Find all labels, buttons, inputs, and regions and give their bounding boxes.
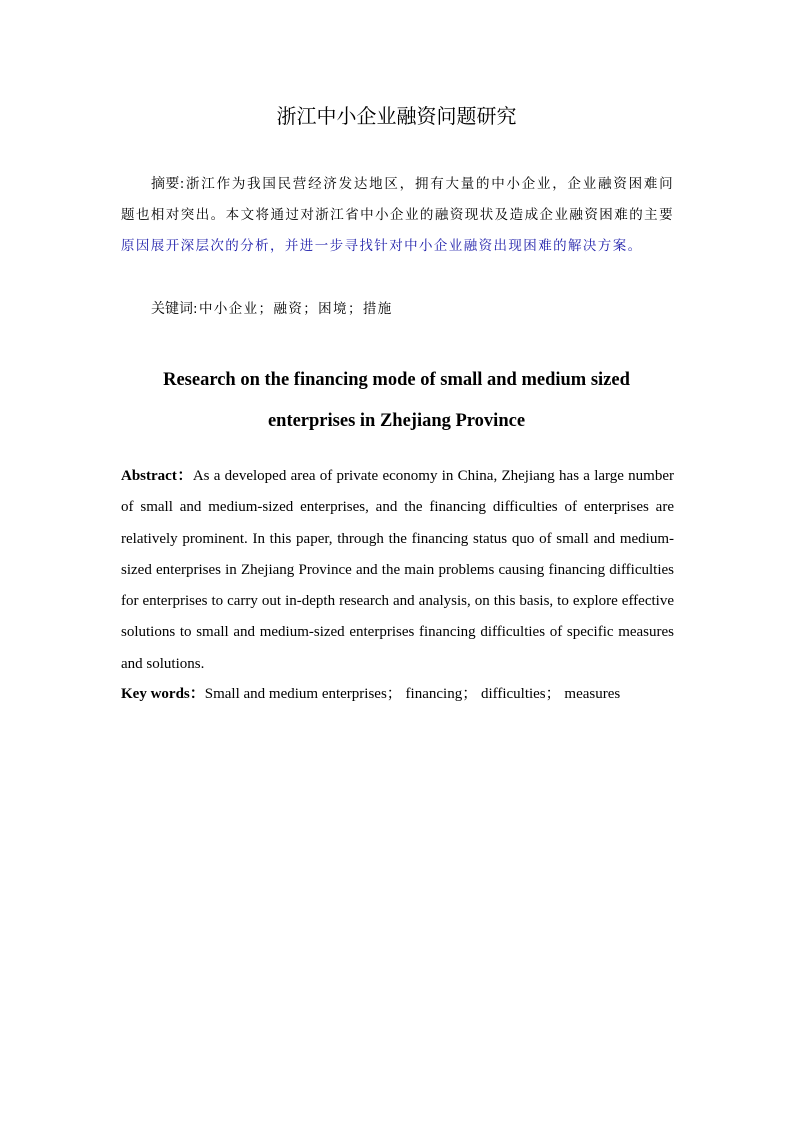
chinese-keywords-colon: :: [193, 301, 199, 317]
chinese-title: 浙江中小企业融资问题研究: [276, 104, 517, 128]
chinese-abstract-text: 浙江作为我国民营经济发达地区，拥有大量的中小企业，企业融资困难问题也相对突出。本文将通过对浙江省中小企业的融资现状及造成企业融资困难的主要: [121, 176, 675, 223]
english-keywords-label: Key words：: [121, 686, 205, 702]
english-title-line-1: Research on the financing mode of small and medium sized: [163, 370, 630, 390]
chinese-keywords: [121, 294, 674, 325]
english-abstract-label: Abstract：: [121, 468, 193, 484]
chinese-keywords-text: 中小企业；融资；困境；措施: [198, 301, 393, 317]
chinese-keywords-label: 关键词: [151, 301, 193, 317]
chinese-abstract-label: 摘要: [151, 176, 180, 192]
chinese-abstract-text-highlighted: 原因展开深层次的分析，并进一步寻找针对中小企业融资出现困难的解决方案。: [121, 238, 643, 254]
chinese-abstract-colon: :: [179, 176, 186, 192]
english-keywords-text: Small and medium enterprises； financing； difficulties； measures: [204, 686, 621, 702]
english-keywords: [121, 679, 674, 710]
english-title: [100, 360, 693, 442]
english-abstract: [121, 461, 674, 680]
english-title-line-2: enterprises in Zhejiang Province: [267, 411, 526, 431]
chinese-abstract: [121, 169, 674, 262]
english-abstract-text: As a developed area of private economy in China, Zhejiang has a large number of small and medium-sized enterprises, and the financing difficulties of enterprises are relatively prominent. In this paper, through the financing status quo of small and medium-sized enterprises in Zhejiang Province and the main problems causing financing difficulties for enterprises to carry out in-depth research and analysis, on this basis, to explore effective solutions to small and medium-sized enterprises financing difficulties of specific measures and solutions.: [121, 468, 674, 672]
